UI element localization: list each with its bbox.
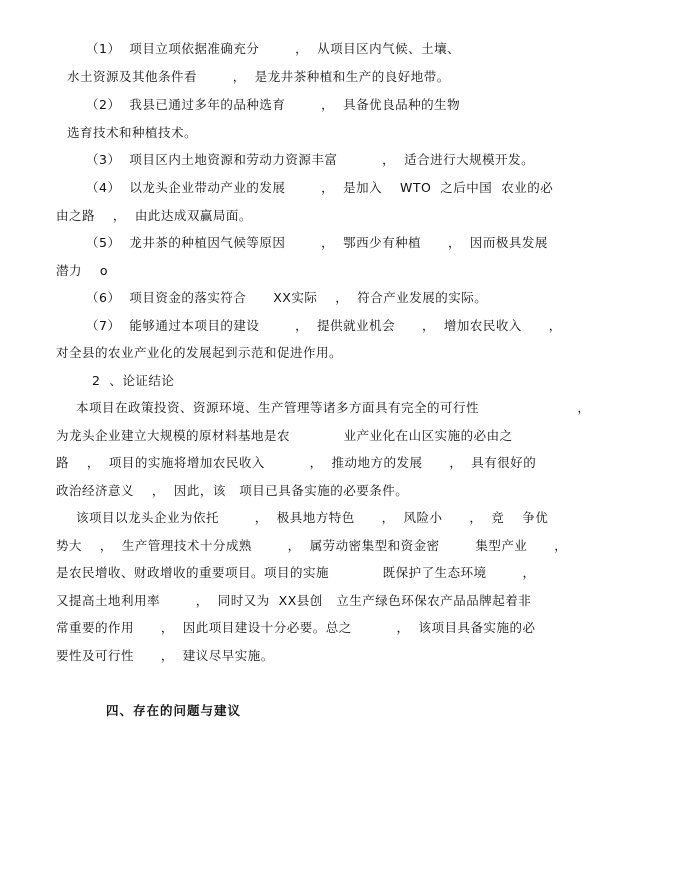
- subsection-heading: 2 、论证结论: [92, 373, 175, 388]
- text-line-11: （7） 能够通过本项目的建设 ， 提供就业机会 ， 增加农民收入 ，: [86, 318, 562, 333]
- text-line-9: 潜力 o: [56, 263, 109, 278]
- text-line-2: 水土资源及其他条件看 ， 是龙井茶种植和生产的良好地带。: [67, 69, 450, 84]
- section-heading: 四、存在的问题与建议: [106, 703, 242, 718]
- text-line-23: 要性及可行性 ， 建议尽早实施。: [56, 648, 274, 663]
- text-line-22: 常重要的作用 ， 因此项目建设十分必要。总之 ， 该项目具备实施的必: [56, 620, 536, 635]
- text-line-19: 势大 ， 生产管理技术十分成熟 ， 属劳动密集型和资金密 集型产业 ，: [56, 538, 568, 553]
- text-line-10: （6） 项目资金的落实符合 XX实际 ， 符合产业发展的实际。: [86, 290, 488, 305]
- text-line-21: 又提高土地利用率 ， 同时又为 XX县创 立生产绿色环保农产品品牌起着非: [56, 593, 532, 608]
- text-line-15: 为龙头企业建立大规模的原材料基地是农 业产业化在山区实施的必由之: [56, 428, 513, 443]
- text-line-4: 选育技术和种植技术。: [67, 125, 198, 140]
- text-line-12: 对全县的农业产业化的发展起到示范和促进作用。: [56, 345, 343, 360]
- text-line-17: 政治经济意义 ， 因此，该 项目已具备实施的必要条件。: [56, 483, 409, 498]
- text-line-3: （2） 我县已通过多年的品种选育 ， 具备优良品种的生物: [86, 97, 461, 112]
- text-line-16: 路 ， 项目的实施将增加农民收入 ， 推动地方的发展 ， 具有很好的: [56, 455, 537, 470]
- text-line-18: 该项目以龙头企业为依托 ， 极具地方特色 ， 风险小 ， 竞 争优: [76, 510, 549, 525]
- text-line-7: 由之路 ， 由此达成双赢局面。: [56, 208, 252, 223]
- text-line-5: （3） 项目区内土地资源和劳动力资源丰富 ， 适合进行大规模开发。: [86, 152, 535, 167]
- text-line-20: 是农民增收、财政增收的重要项目。项目的实施 既保护了生态环境 ，: [56, 565, 536, 580]
- text-line-1: （1） 项目立项依据准确充分 ， 从项目区内气候、土壤、: [86, 41, 461, 56]
- text-line-8: （5） 龙井茶的种植因气候等原因 ， 鄂西少有种植 ， 因而极具发展: [86, 235, 548, 250]
- text-line-6: （4） 以龙头企业带动产业的发展 ， 是加入 WTO 之后中国 农业的必: [86, 180, 554, 195]
- text-line-14: 本项目在政策投资、资源环境、生产管理等诸多方面具有完全的可行性 ，: [76, 400, 591, 415]
